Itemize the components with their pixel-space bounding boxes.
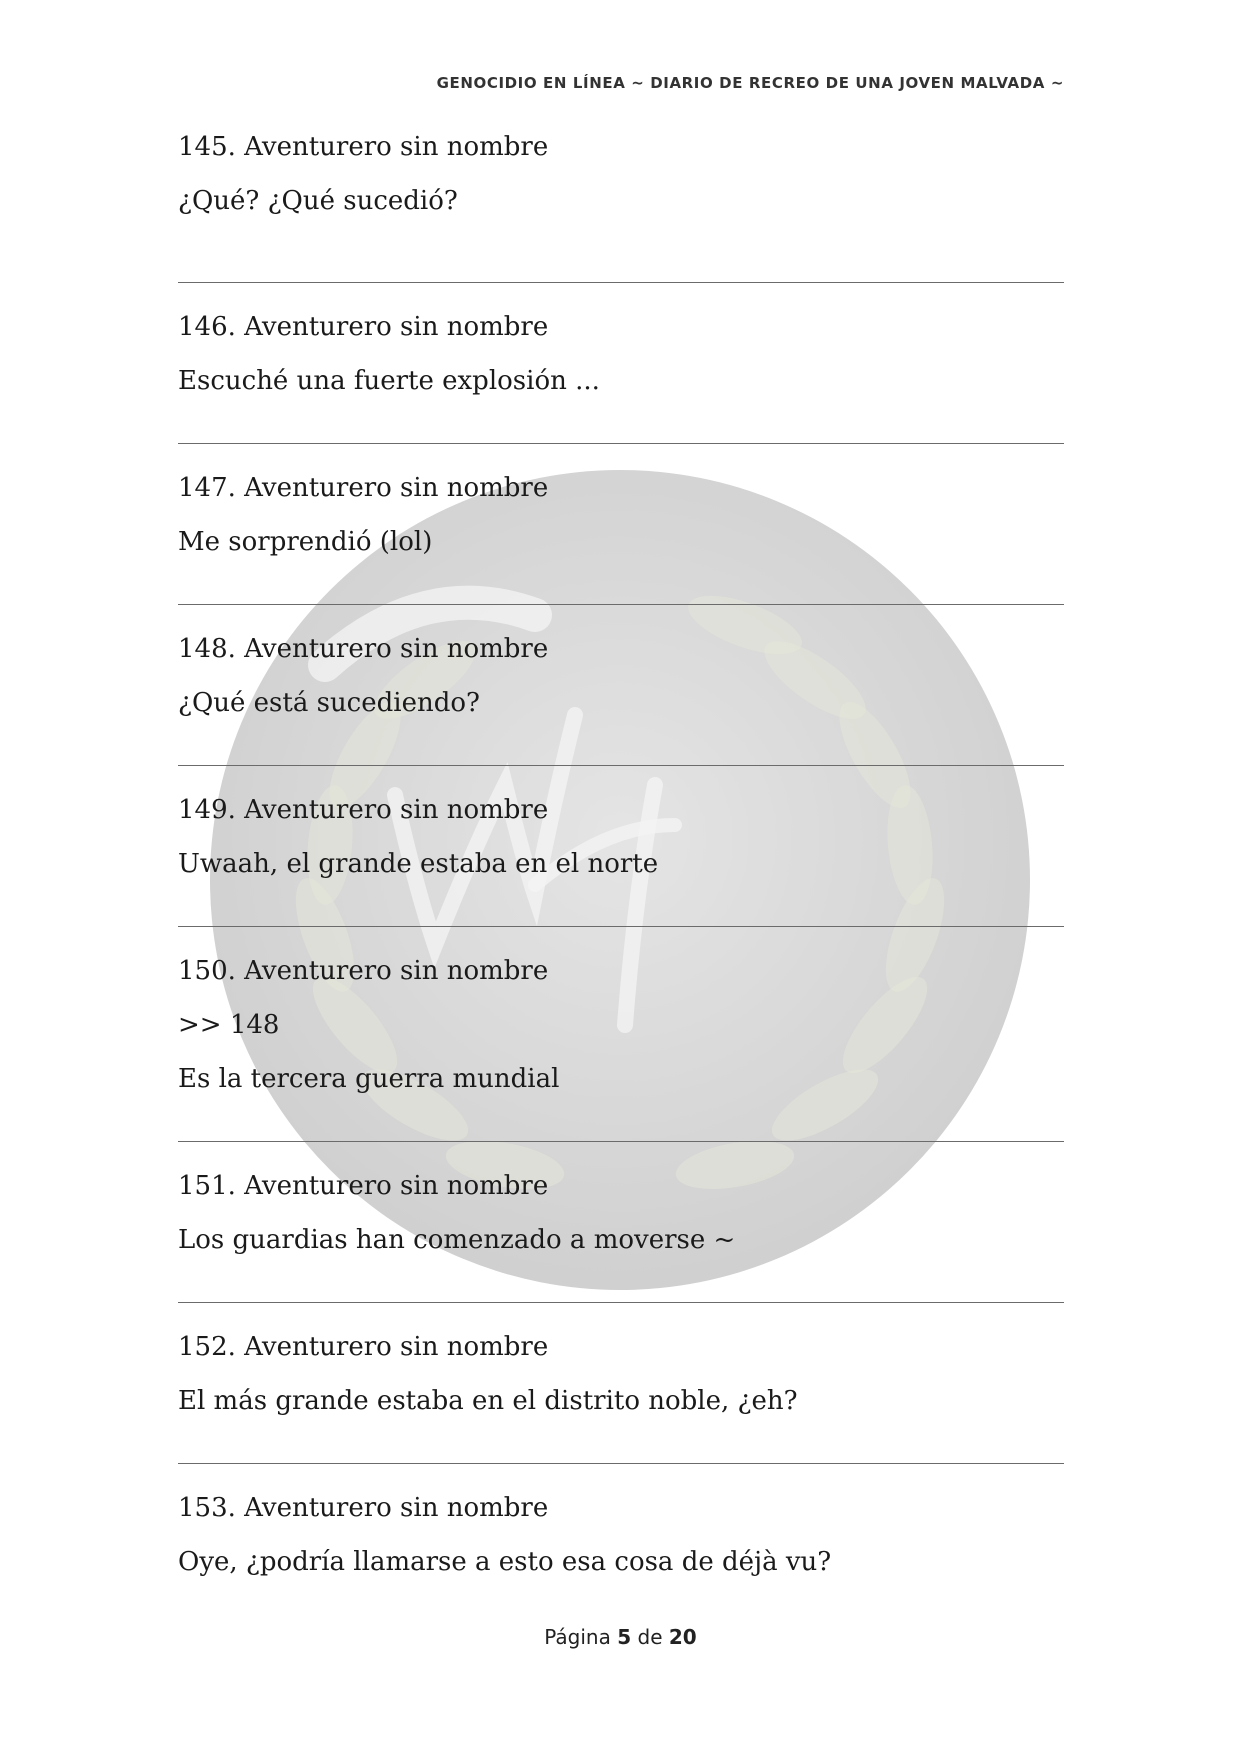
post-author: 148. Aventurero sin nombre — [178, 634, 549, 664]
post-152 — [178, 1320, 1064, 1428]
post-text: El más grande estaba en el distrito noble, ¿eh? — [178, 1386, 798, 1416]
post-148 — [178, 622, 1064, 730]
post-divider — [178, 1302, 1064, 1303]
post-divider — [178, 443, 1064, 444]
post-153 — [178, 1481, 1064, 1589]
post-145 — [178, 120, 1064, 228]
post-divider — [178, 765, 1064, 766]
post-author: 145. Aventurero sin nombre — [178, 132, 549, 162]
total-pages: 20 — [668, 1625, 697, 1649]
page-label: Página — [544, 1625, 611, 1649]
post-text: Escuché una fuerte explosión ... — [178, 366, 600, 396]
post-author: 153. Aventurero sin nombre — [178, 1493, 549, 1523]
page-number — [0, 1625, 1241, 1649]
post-150 — [178, 944, 1064, 1106]
post-author: 149. Aventurero sin nombre — [178, 795, 549, 825]
post-divider — [178, 1463, 1064, 1464]
post-reply-reference: >> 148 — [178, 1010, 280, 1040]
post-author: 150. Aventurero sin nombre — [178, 956, 549, 986]
post-text: ¿Qué? ¿Qué sucedió? — [178, 186, 458, 216]
post-divider — [178, 1141, 1064, 1142]
post-author: 146. Aventurero sin nombre — [178, 312, 549, 342]
page-separator: de — [637, 1625, 663, 1649]
post-149 — [178, 783, 1064, 891]
post-text: Me sorprendió (lol) — [178, 527, 433, 557]
post-divider — [178, 604, 1064, 605]
post-author: 151. Aventurero sin nombre — [178, 1171, 549, 1201]
post-146 — [178, 300, 1064, 408]
post-text: ¿Qué está sucediendo? — [178, 688, 480, 718]
post-147 — [178, 461, 1064, 569]
post-text: Oye, ¿podría llamarse a esto esa cosa de déjà vu? — [178, 1547, 832, 1577]
post-divider — [178, 282, 1064, 283]
post-text: Es la tercera guerra mundial — [178, 1064, 560, 1094]
post-text: Los guardias han comenzado a moverse ~ — [178, 1225, 736, 1255]
running-header: GENOCIDIO EN LÍNEA ~ DIARIO DE RECREO DE UNA JOVEN MALVADA ~ — [436, 74, 1064, 92]
post-text: Uwaah, el grande estaba en el norte — [178, 849, 659, 879]
post-author: 147. Aventurero sin nombre — [178, 473, 549, 503]
current-page: 5 — [617, 1625, 632, 1649]
post-author: 152. Aventurero sin nombre — [178, 1332, 549, 1362]
post-151 — [178, 1159, 1064, 1267]
post-divider — [178, 926, 1064, 927]
